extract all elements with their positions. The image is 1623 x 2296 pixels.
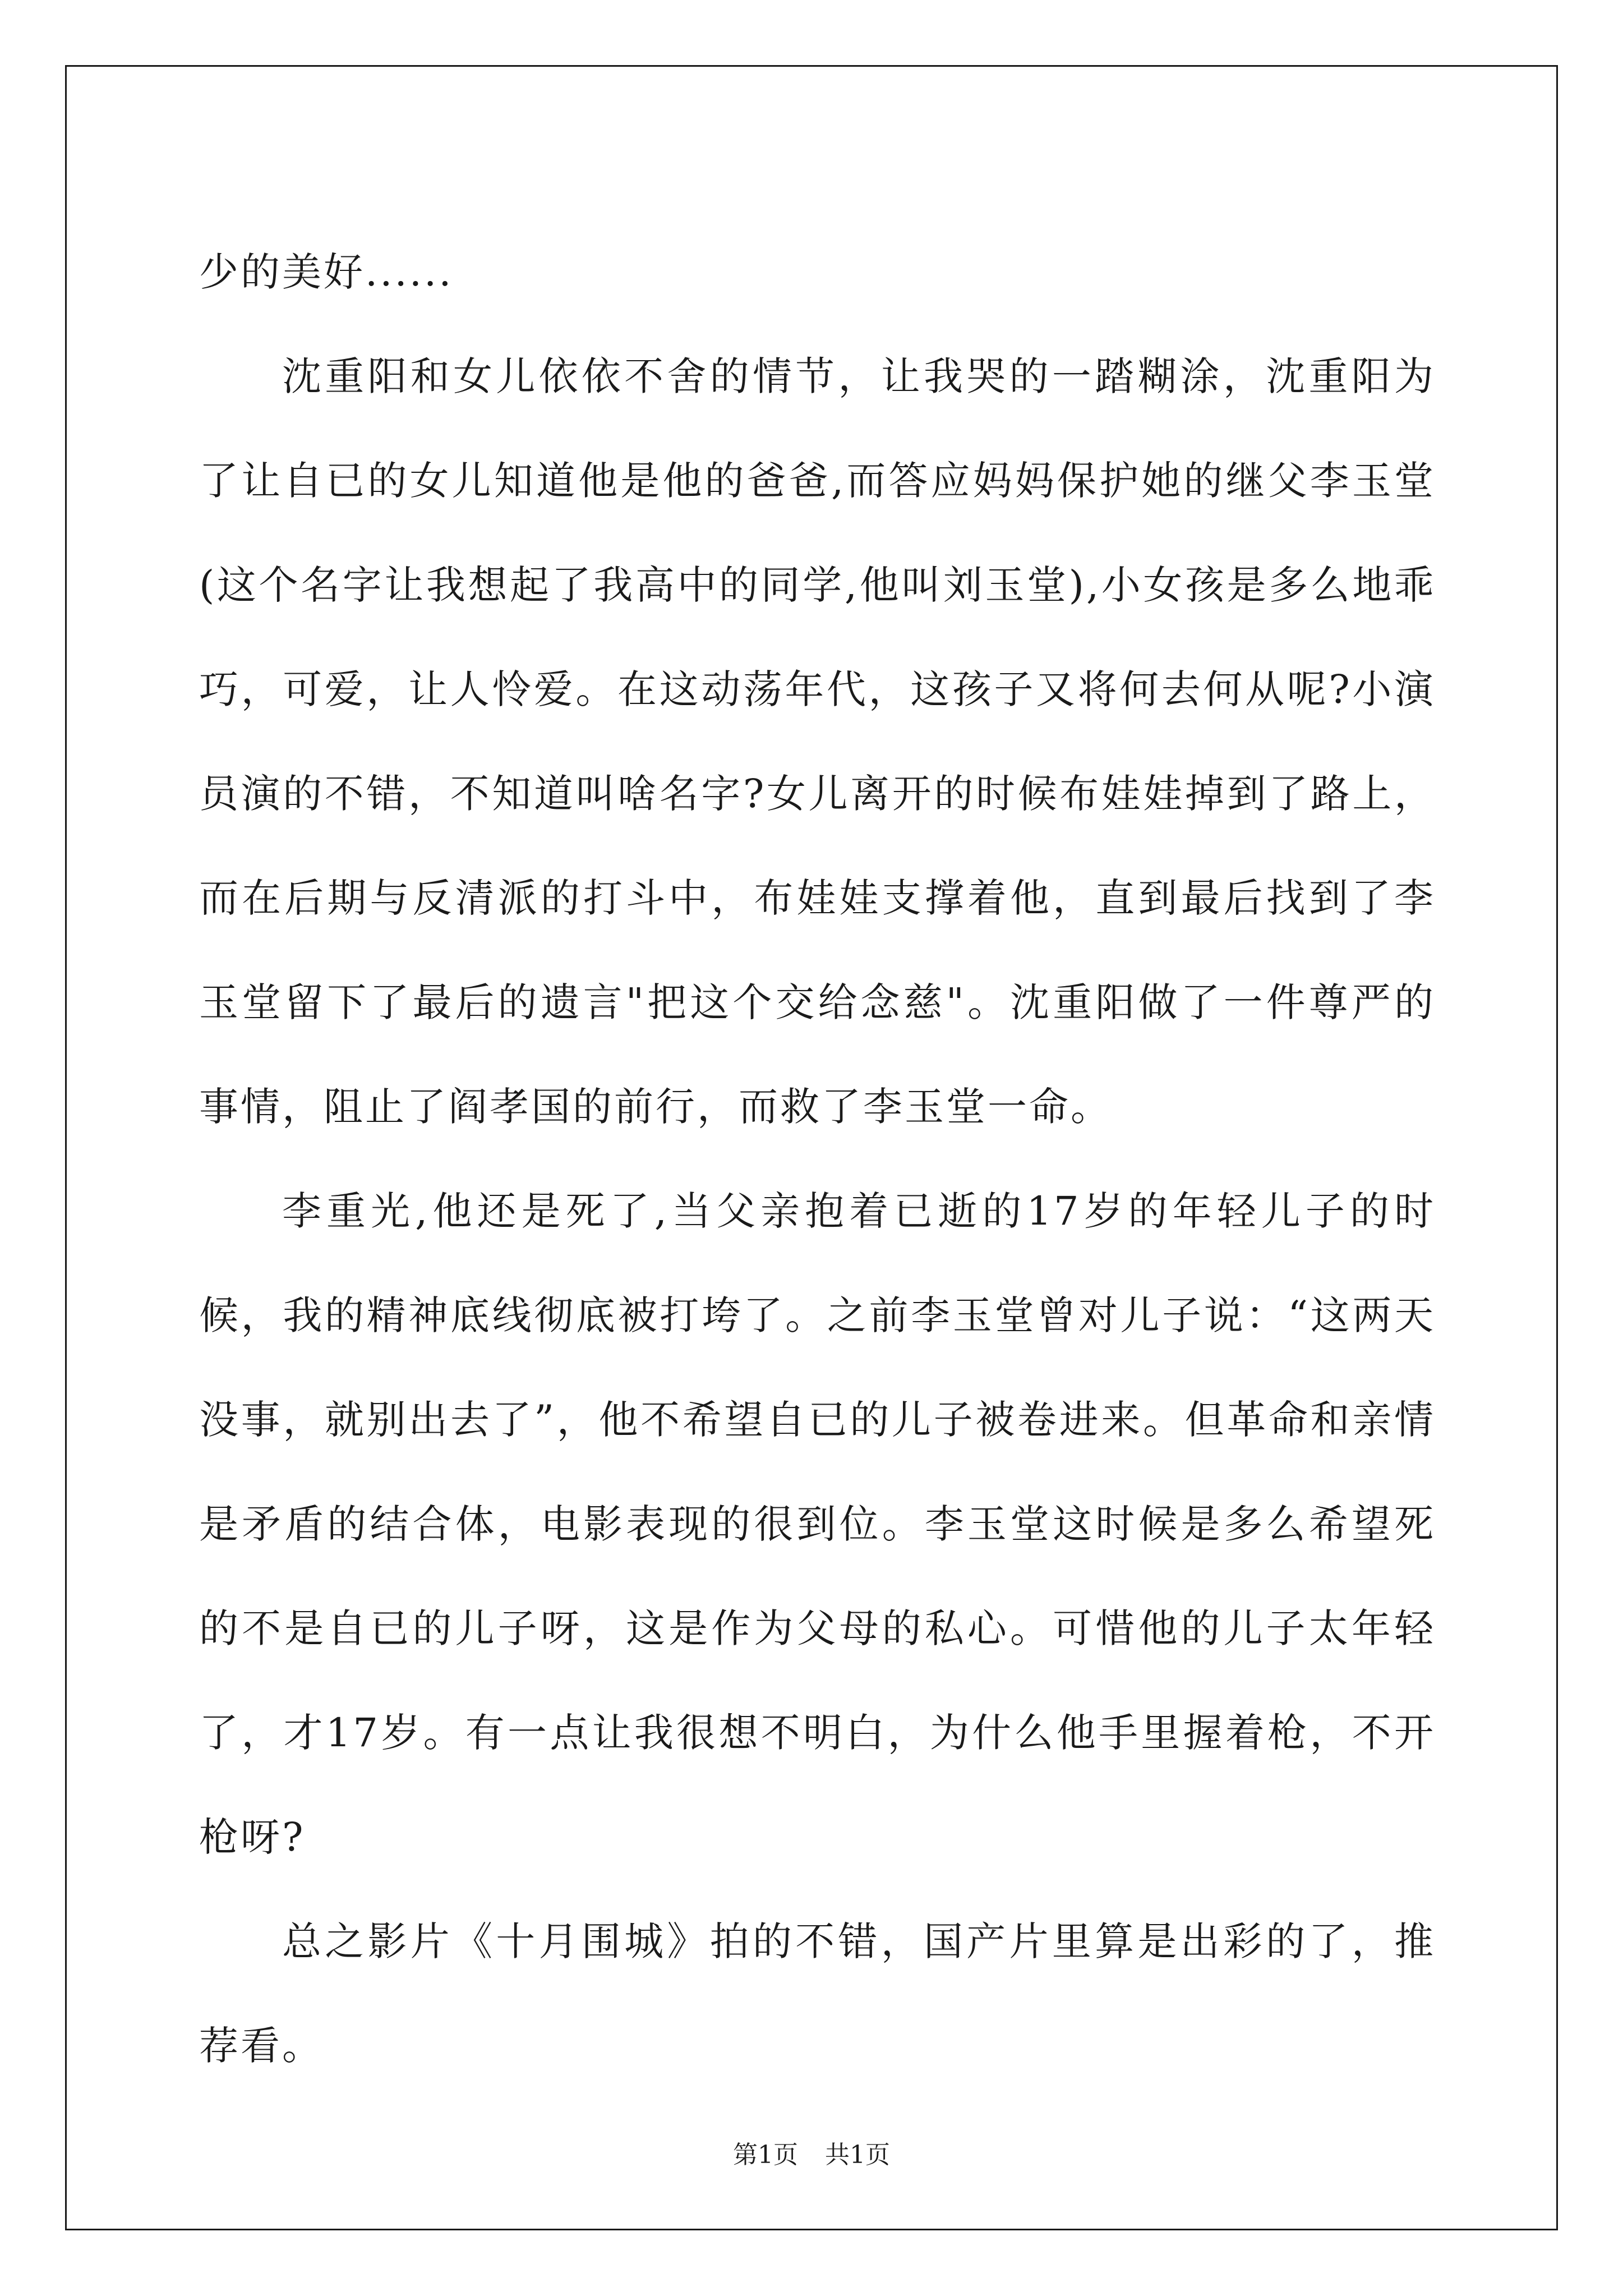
document-body <box>199 220 1436 2098</box>
paragraph-4: 总之影片《十月围城》拍的不错，国产片里算是出彩的了，推荐看。 <box>199 1918 1436 2069</box>
paragraph-1: 少的美好...... <box>199 249 454 295</box>
paragraph-3: 李重光,他还是死了,当父亲抱着已逝的17岁的年轻儿子的时候，我的精神底线彻底被打垮了。之前李玉堂曾对儿子说：“这两天没事，就别出去了”，他不希望自已的儿子被卷进来。但革命和亲情是矛盾的结合体，电影表现的很到位。李玉堂这时候是多么希望死的不是自已的儿子呀，这是作为父母的私心。可惜他的儿子太年轻了，才17岁。有一点让我很想不明白，为什么他手里握着枪，不开枪呀? <box>199 1188 1436 1860</box>
page-number-total: 共1页 <box>825 2141 890 2169</box>
paragraph-2: 沈重阳和女儿依依不舍的情节，让我哭的一踏糊涂，沈重阳为了让自已的女儿知道他是他的爸爸,而答应妈妈保护她的继父李玉堂(这个名字让我想起了我高中的同学,他叫刘玉堂),小女孩是多么地乖巧，可爱，让人怜爱。在这动荡年代，这孩子又将何去何从呢?小演员演的不错，不知道叫啥名字?女儿离开的时候布娃娃掉到了路上，而在后期与反清派的打斗中，布娃娃支撑着他，直到最后找到了李玉堂留下了最后的遗言"把这个交给念慈"。沈重阳做了一件尊严的事情，阻止了阎孝国的前行，而救了李玉堂一命。 <box>199 353 1436 1130</box>
page-footer <box>0 2134 1623 2170</box>
page-number-current: 第1页 <box>733 2141 798 2169</box>
